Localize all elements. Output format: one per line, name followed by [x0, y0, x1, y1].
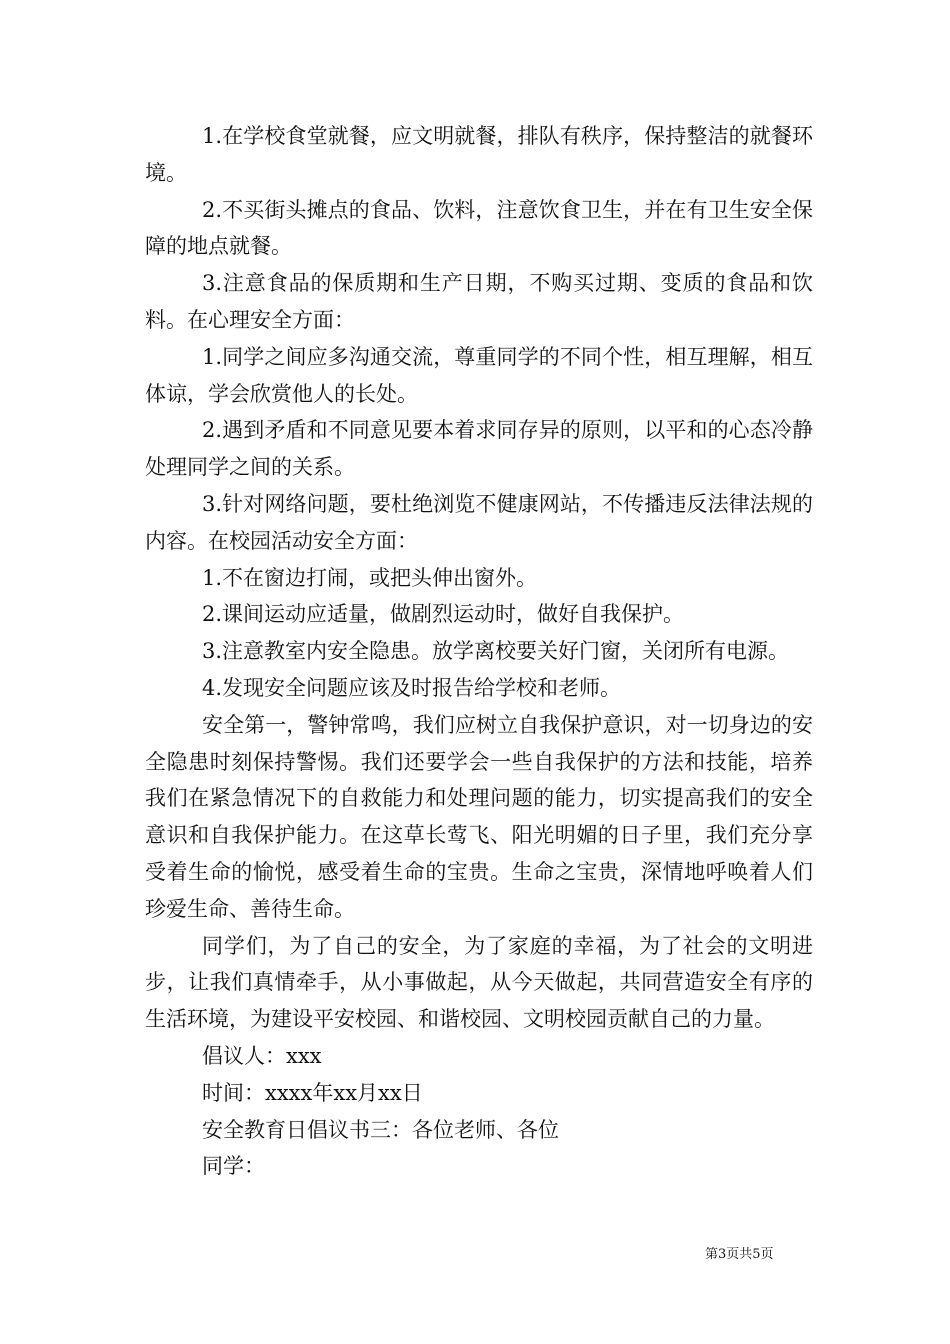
paragraph: 1.不在窗边打闹，或把头伸出窗外。 — [202, 565, 538, 590]
paragraph: 3.注意教室内安全隐患。放学离校要关好门窗，关闭所有电源。 — [202, 639, 790, 664]
paragraph: 2.课间运动应适量，做剧烈运动时，做好自我保护。 — [202, 602, 685, 627]
paragraph: 1.同学之间应多沟通交流，尊重同学的不同个性，相互理解，相互体谅，学会欣赏他人的长处。 — [145, 344, 813, 406]
paragraph: 3.注意食品的保质期和生产日期，不购买过期、变质的食品和饮料。在心理安全方面： — [145, 271, 813, 332]
salutation: 同学： — [202, 1154, 265, 1179]
section-heading: 安全教育日倡议书三：各位老师、各位 — [202, 1117, 559, 1142]
document-body — [145, 118, 813, 1185]
paragraph: 3.针对网络问题，要杜绝浏览不健康网站，不传播违反法律法规的内容。在校园活动安全方面： — [145, 491, 813, 553]
paragraph: 4.发现安全问题应该及时报告给学校和老师。 — [202, 675, 622, 700]
paragraph: 同学们，为了自己的安全，为了家庭的幸福，为了社会的文明进步，让我们真情牵手，从小事做起，从今天做起，共同营造安全有序的生活环境，为建设平安校园、和谐校园、文明校园贡献自己的力量。 — [145, 933, 813, 1032]
page-number: 第3页共5页 — [705, 1247, 774, 1262]
paragraph: 1.在学校食堂就餐，应文明就餐，排队有秩序，保持整洁的就餐环境。 — [145, 124, 813, 185]
paragraph: 2.不买街头摊点的食品、饮料，注意饮食卫生，并在有卫生安全保障的地点就餐。 — [145, 197, 813, 259]
paragraph: 安全第一，警钟常鸣，我们应树立自我保护意识，对一切身边的安全隐患时刻保持警惕。我们还要学会一些自我保护的方法和技能，培养我们在紧急情况下的自救能力和处理问题的能力，切实提高我们的安全意识和自我保护能力。在这草长莺飞、阳光明媚的日子里，我们充分享受着生命的愉悦，感受着生命的宝贵。生命之宝贵，深情地呼唤着人们珍爱生命、善待生命。 — [145, 712, 813, 921]
signatory-line: 倡议人：xxx — [202, 1043, 322, 1068]
date-line: 时间：xxxx年xx月xx日 — [202, 1080, 423, 1105]
paragraph: 2.遇到矛盾和不同意见要本着求同存异的原则，以平和的心态冷静处理同学之间的关系。 — [145, 418, 813, 480]
